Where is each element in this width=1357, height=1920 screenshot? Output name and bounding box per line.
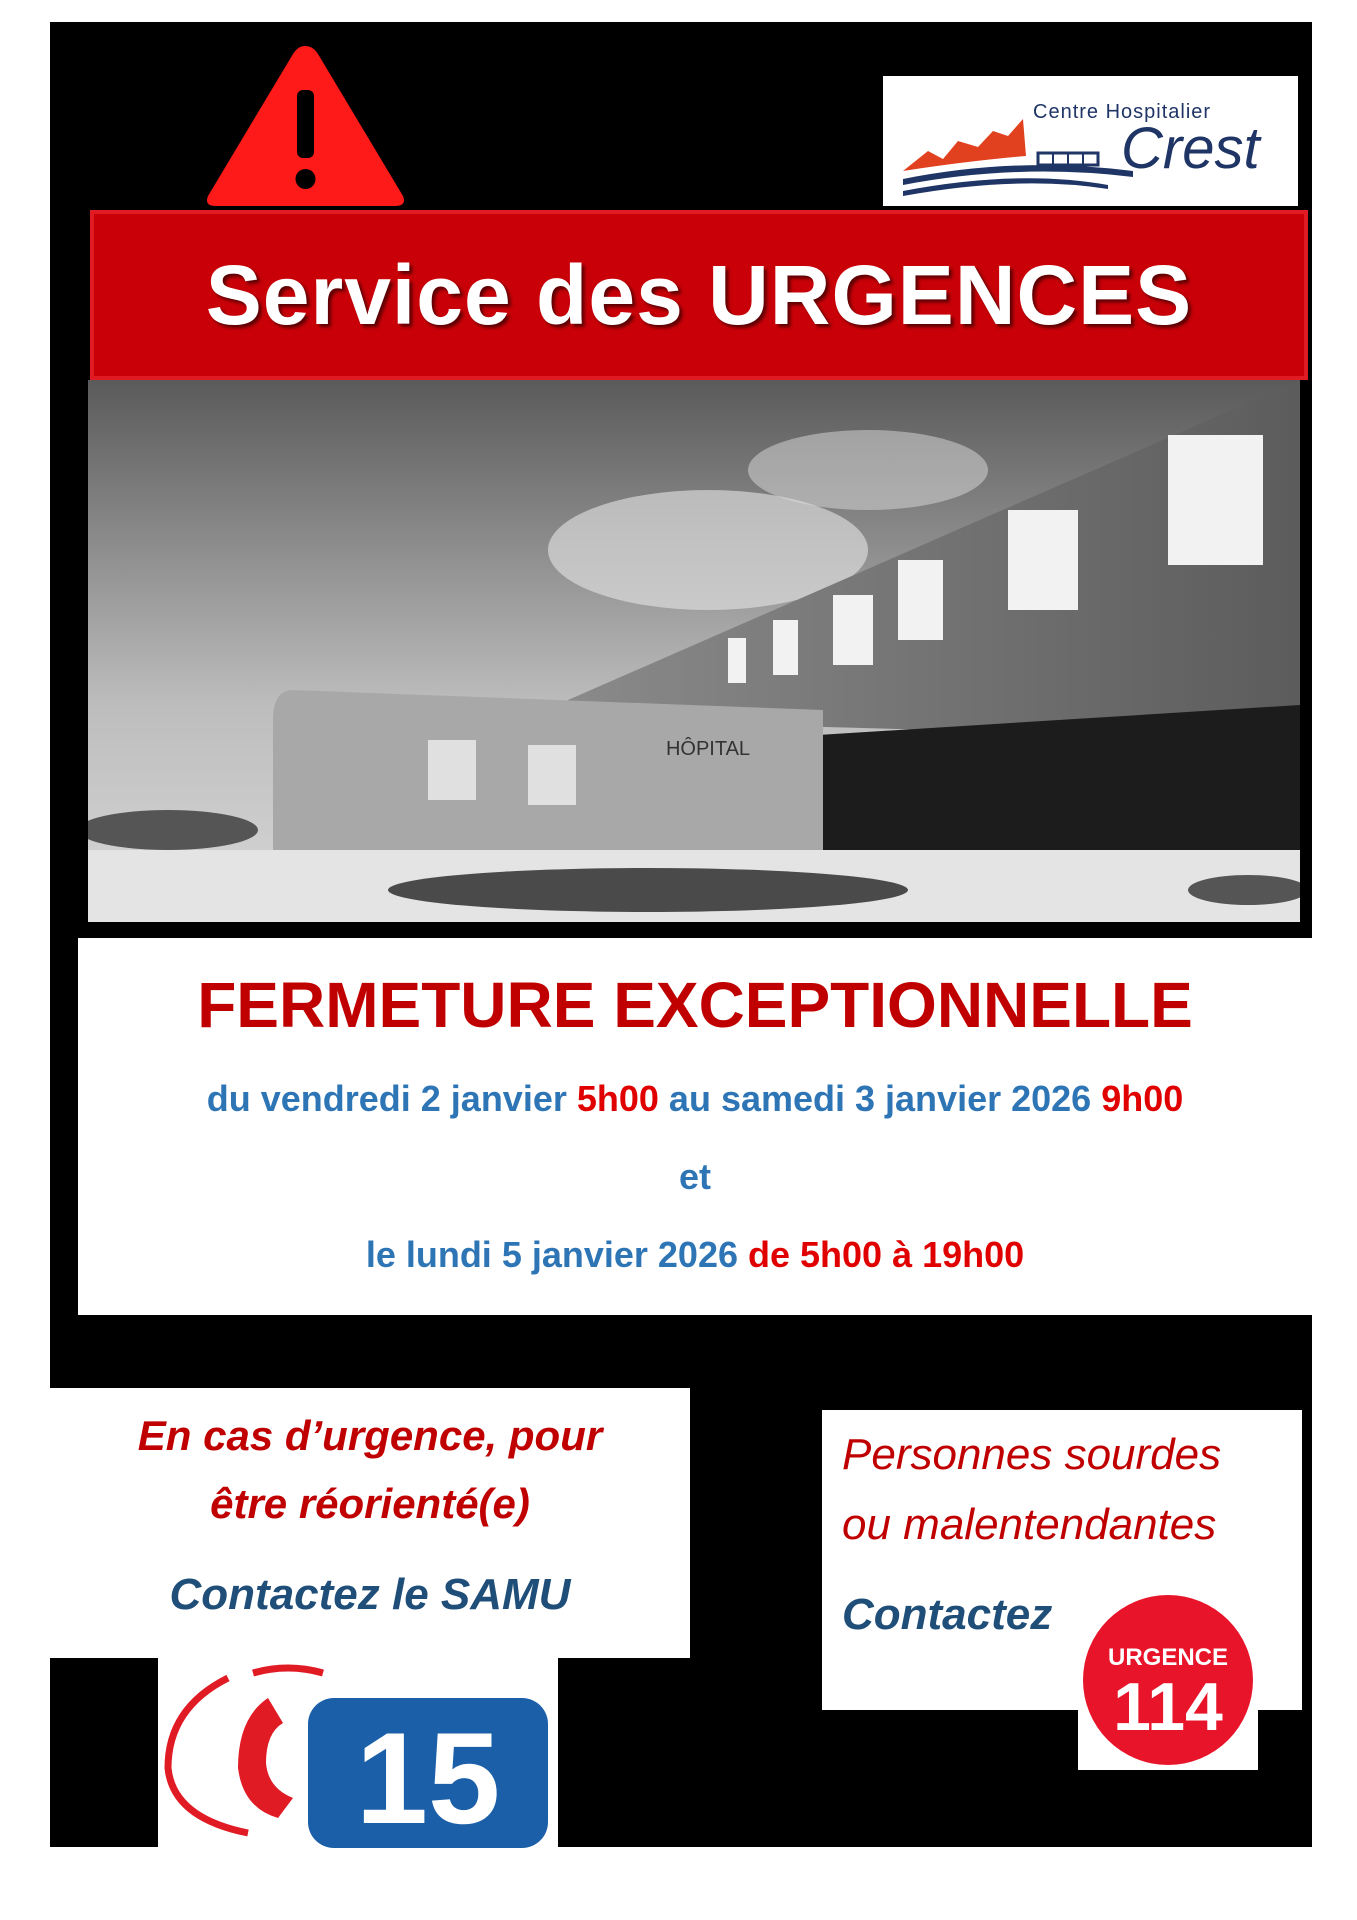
samu-line-2: être réorienté(e) [210,1480,530,1527]
samu-box [50,1388,690,1658]
urgence-114-badge [1078,1590,1258,1770]
title-banner [90,210,1308,380]
logo-name: Crest [1121,116,1260,181]
samu-number: 15 [355,1705,501,1848]
period-2-date: le lundi 5 janvier 2026 [365,1234,748,1275]
closure-notice [78,938,1312,1315]
period-1-text-b: au samedi 3 janvier 2026 [658,1078,1102,1119]
hospital-photo [88,380,1300,922]
phone-icon [158,1658,558,1848]
samu-contact: Contactez le SAMU [169,1570,571,1619]
hospital-logo [883,76,1298,206]
deaf-contact: Contactez [842,1590,1053,1639]
banner-title: Service des URGENCES [205,247,1193,342]
badge-label: URGENCE [1107,1644,1229,1671]
samu-line-1: En cas d’urgence, pour [137,1412,603,1459]
period-2-hours: de 5h00 à 19h00 [748,1234,1025,1275]
photo-sign: HÔPITAL [665,738,751,760]
samu-15-badge [158,1658,558,1848]
logo-org-line: Centre Hospitalier [1033,101,1212,123]
deaf-line-2: ou malentendantes [842,1500,1217,1549]
warning-icon [203,40,408,210]
badge-number: 114 [1113,1669,1223,1745]
notice-period-1 [78,1078,1312,1120]
period-1-start-time: 5h00 [576,1078,659,1119]
notice-period-2 [78,1234,1312,1276]
period-1-text-a: du vendredi 2 janvier [206,1078,577,1119]
notice-connector: et [678,1156,711,1197]
period-1-end-time: 9h00 [1101,1078,1184,1119]
notice-title: FERMETURE EXCEPTIONNELLE [197,969,1193,1041]
deaf-line-1: Personnes sourdes [842,1430,1222,1479]
